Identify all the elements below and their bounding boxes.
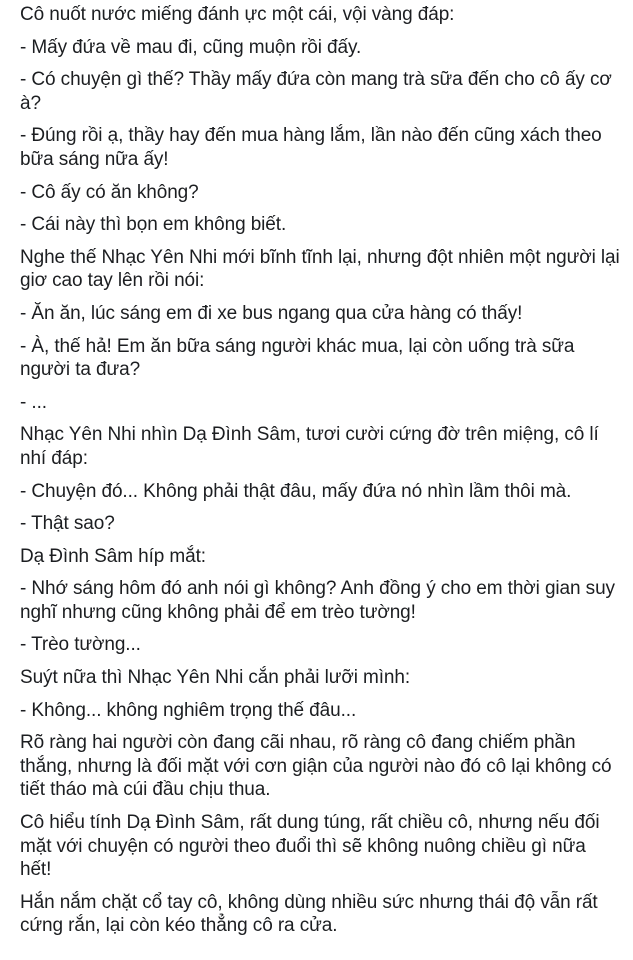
- paragraph: Dạ Đình Sâm híp mắt:: [20, 545, 206, 567]
- paragraph: Hắn nắm chặt cổ tay cô, không dùng nhiều sức nhưng thái độ vẫn rất cứng rắn, lại còn kéo thẳng cô ra cửa.: [20, 891, 598, 937]
- paragraph: Nghe thế Nhạc Yên Nhi mới bĩnh tĩnh lại, nhưng đột nhiên một người lại giơ cao tay lên rồi nói:: [20, 246, 620, 292]
- paragraph: - Nhớ sáng hôm đó anh nói gì không? Anh đồng ý cho em thời gian suy nghĩ nhưng cũng không phải để em trèo tường!: [20, 578, 615, 623]
- paragraph: - Ăn ăn, lúc sáng em đi xe bus ngang qua cửa hàng có thấy!: [20, 302, 523, 324]
- paragraph: - ...: [20, 391, 47, 413]
- story-text: [20, 3, 620, 947]
- paragraph: - Trèo tường...: [20, 634, 141, 656]
- paragraph: - Thật sao?: [20, 513, 115, 535]
- paragraph: Rõ ràng hai người còn đang cãi nhau, rõ ràng cô đang chiếm phần thắng, nhưng là đối mặt với cơn giận của người nào đó cô lại không có tiết tháo mà cúi đầu chịu thua.: [20, 732, 612, 801]
- paragraph: - À, thế hả! Em ăn bữa sáng người khác mua, lại còn uống trà sữa người ta đưa?: [20, 335, 575, 381]
- paragraph: Cô nuốt nước miếng đánh ực một cái, vội vàng đáp:: [20, 4, 455, 25]
- paragraph: - Đúng rồi ạ, thầy hay đến mua hàng lắm, lần nào đến cũng xách theo bữa sáng nữa ấy!: [20, 125, 602, 170]
- paragraph: Suýt nữa thì Nhạc Yên Nhi cắn phải lưỡi mình:: [20, 667, 411, 689]
- paragraph: - Cô ấy có ăn không?: [20, 181, 199, 203]
- paragraph: Nhạc Yên Nhi nhìn Dạ Đình Sâm, tươi cười cứng đờ trên miệng, cô lí nhí đáp:: [20, 424, 599, 469]
- paragraph: - Cái này thì bọn em không biết.: [20, 214, 287, 236]
- paragraph: - Không... không nghiêm trọng thế đâu...: [20, 699, 357, 721]
- paragraph: Cô hiểu tính Dạ Đình Sâm, rất dung túng, rất chiều cô, nhưng nếu đối mặt với chuyện có người theo đuổi thì sẽ không nuông chiều gì nữa hết!: [20, 812, 600, 881]
- paragraph: - Chuyện đó... Không phải thật đâu, mấy đứa nó nhìn lầm thôi mà.: [20, 480, 572, 502]
- paragraph: - Mấy đứa về mau đi, cũng muộn rồi đấy.: [20, 36, 362, 58]
- paragraph: - Có chuyện gì thế? Thầy mấy đứa còn mang trà sữa đến cho cô ấy cơ à?: [20, 69, 612, 114]
